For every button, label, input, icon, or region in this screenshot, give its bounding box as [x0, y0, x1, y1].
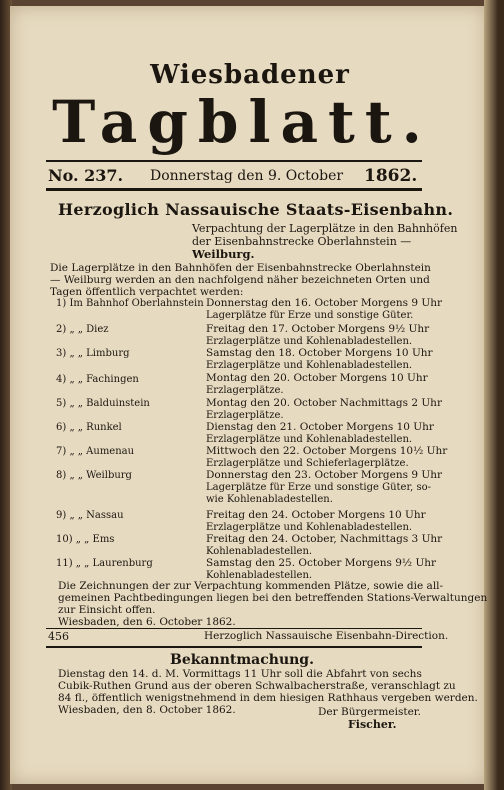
auction-time: Montag den 20. October Nachmittags 2 Uhr	[206, 397, 442, 409]
station-label: 2) „ „ Diez	[56, 324, 109, 335]
auction-time: Freitag den 24. October Morgens 10 Uhr	[206, 509, 426, 521]
auction-detail: Lagerplätze für Erze und sonstige Güter.	[206, 310, 414, 321]
notice-intro-line: — Weilburg werden an den nachfolgend näher bezeichneten Orten und	[50, 274, 430, 286]
issue-number: No. 237.	[48, 166, 124, 185]
auction-detail: Lagerplätze für Erze und sonstige Güter, so-	[206, 482, 432, 493]
notice-footer-line: gemeinen Pachtbedingungen liegen bei den betreffenden Stations-Verwaltungen	[58, 592, 488, 604]
notice-signature: Herzoglich Nassauische Eisenbahn-Direction.	[204, 630, 449, 642]
page-number: 456	[48, 630, 69, 643]
masthead-city: Wiesbadener	[150, 60, 350, 90]
station-label: 3) „ „ Limburg	[56, 348, 130, 359]
auction-time: Donnerstag den 16. October Morgens 9 Uhr	[206, 297, 442, 309]
notice-intro-line: Die Lagerplätze in den Bahnhöfen der Eisenbahnstrecke Oberlahnstein	[50, 262, 431, 274]
auction-detail: Kohlenabladestellen.	[206, 570, 313, 581]
station-label: 10) „ „ Ems	[56, 534, 115, 545]
auction-detail: wie Kohlenabladestellen.	[206, 494, 333, 505]
notice-subtitle: der Eisenbahnstrecke Oberlahnstein —	[192, 235, 412, 248]
auction-time: Freitag den 24. October, Nachmittags 3 Uhr	[206, 533, 443, 545]
station-label: 4) „ „ Fachingen	[56, 374, 139, 385]
station-label: 5) „ „ Balduinstein	[56, 398, 150, 409]
notice-footer-line: Die Zeichnungen der zur Verpachtung kommenden Plätze, sowie die all-	[58, 580, 444, 592]
station-label: 8) „ „ Weilburg	[56, 470, 132, 481]
auction-time: Montag den 20. October Morgens 10 Uhr	[206, 372, 428, 384]
notice-date: Wiesbaden, den 6. October 1862.	[58, 616, 236, 628]
issue-date: Donnerstag den 9. October	[150, 168, 344, 184]
auction-time: Dienstag den 21. October Morgens 10 Uhr	[206, 421, 434, 433]
notice-subtitle: Verpachtung der Lagerplätze in den Bahnhöfen	[192, 222, 458, 235]
bekanntmachung-signer-name: Fischer.	[348, 718, 397, 731]
auction-time: Samstag den 18. October Morgens 10 Uhr	[206, 347, 433, 359]
bekanntmachung-line: 84 fl., öffentlich wenigstnehmend in dem hiesigen Rathhaus vergeben werden.	[58, 692, 478, 704]
rule-notice-separator	[46, 628, 422, 629]
bekanntmachung-line: Cubik-Ruthen Grund aus der oberen Schwalbacherstraße, veranschlagt zu	[58, 680, 456, 692]
station-label: 6) „ „ Runkel	[56, 422, 122, 433]
station-label: 1) Im Bahnhof Oberlahnstein	[56, 298, 204, 309]
auction-detail: Erzlagerplätze und Schieferlagerplätze.	[206, 458, 409, 469]
auction-detail: Erzlagerplätze und Kohlenabladestellen.	[206, 360, 413, 371]
auction-detail: Erzlagerplätze und Kohlenabladestellen.	[206, 434, 413, 445]
auction-detail: Erzlagerplätze.	[206, 410, 284, 421]
auction-detail: Erzlagerplätze und Kohlenabladestellen.	[206, 522, 413, 533]
rule-top	[46, 160, 422, 162]
rule-section	[46, 646, 422, 648]
notice-intro-line: Tagen öffentlich verpachtet werden:	[50, 286, 244, 298]
masthead-title: Tagblatt.	[52, 88, 432, 156]
auction-time: Samstag den 25. October Morgens 9½ Uhr	[206, 557, 437, 569]
bekanntmachung-line: Wiesbaden, den 8. October 1862.	[58, 704, 236, 716]
page-edge	[484, 0, 504, 790]
auction-detail: Erzlagerplätze und Kohlenabladestellen.	[206, 336, 413, 347]
notice-headline: Herzoglich Nassauische Staats-Eisenbahn.	[58, 200, 454, 219]
station-label: 7) „ „ Aumenau	[56, 446, 135, 457]
notice-subtitle: Weilburg.	[192, 247, 255, 261]
rule-masthead-bottom	[46, 188, 422, 191]
bekanntmachung-line: Dienstag den 14. d. M. Vormittags 11 Uhr soll die Abfahrt von sechs	[58, 668, 422, 680]
station-label: 11) „ „ Laurenburg	[56, 558, 153, 569]
auction-time: Mittwoch den 22. October Morgens 10½ Uhr	[206, 445, 448, 457]
bekanntmachung-title: Bekanntmachung.	[170, 652, 314, 668]
notice-footer-line: zur Einsicht offen.	[58, 604, 156, 616]
auction-detail: Erzlagerplätze.	[206, 385, 284, 396]
auction-time: Donnerstag den 23. October Morgens 9 Uhr	[206, 469, 442, 481]
station-label: 9) „ „ Nassau	[56, 510, 124, 521]
auction-detail: Kohlenabladestellen.	[206, 546, 313, 557]
bekanntmachung-signer-title: Der Bürgermeister.	[318, 706, 421, 718]
auction-time: Freitag den 17. October Morgens 9½ Uhr	[206, 323, 430, 335]
issue-year: 1862.	[364, 166, 418, 186]
